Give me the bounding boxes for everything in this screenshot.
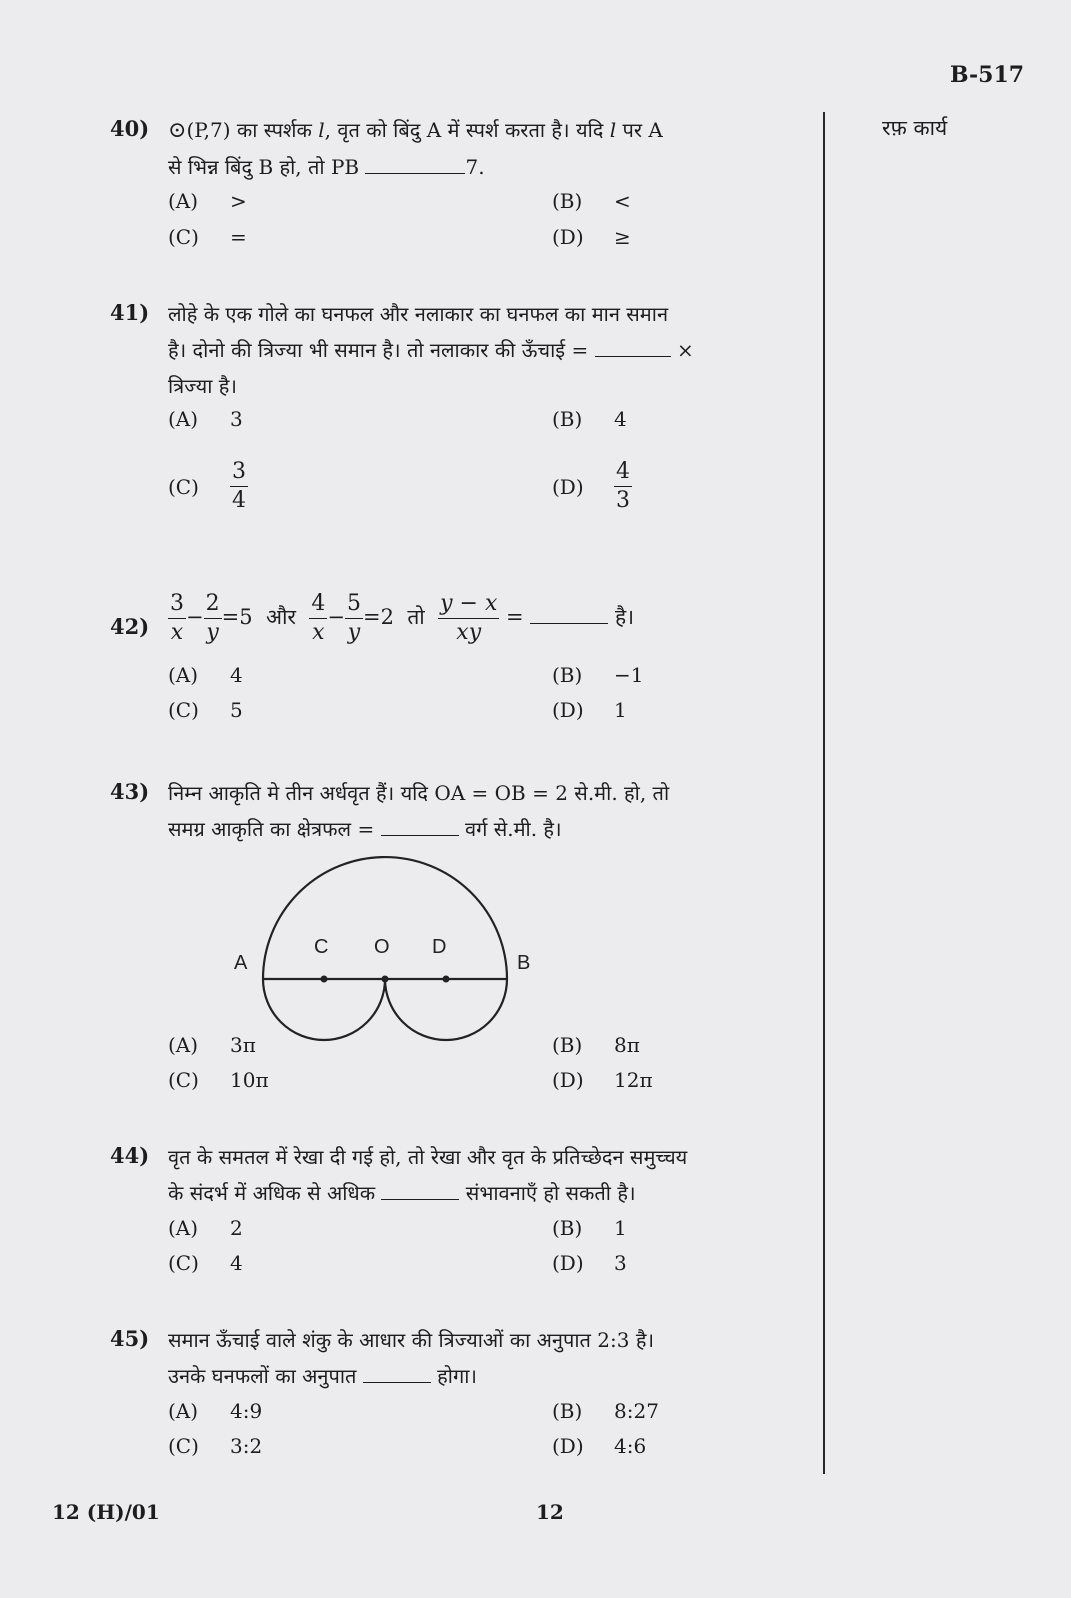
equals-5: =5 [221, 605, 253, 629]
q41-number: 41) [110, 300, 150, 325]
option-label: (C) [168, 1434, 199, 1458]
q43-option-d [552, 1068, 653, 1092]
option-label: (D) [552, 225, 584, 249]
footer-code: 12 (H)/01 [52, 1500, 160, 1524]
rough-work-label: रफ़ कार्य [882, 116, 948, 140]
q42-number: 42) [110, 614, 150, 639]
fraction-numerator: 5 [345, 590, 363, 619]
q43-text [168, 775, 818, 847]
option-label: (D) [552, 1434, 584, 1458]
fraction-denominator: 4 [232, 488, 246, 513]
q43-option-a [168, 1033, 256, 1057]
q43-blank [381, 817, 459, 836]
q42-and: और [265, 605, 297, 629]
fraction [204, 590, 222, 647]
q41-line3: त्रिज्या है। [168, 374, 237, 398]
q40-number: 40) [110, 116, 150, 141]
q40-part3: पर A [616, 118, 663, 142]
q45-line2b: होगा। [437, 1364, 477, 1388]
q40-part1: (P,7) का स्पर्शक [186, 118, 319, 142]
option-label: (C) [168, 474, 199, 499]
minus-sign: − [327, 605, 345, 629]
option-value: 3 [614, 1251, 627, 1275]
option-value: 1 [614, 698, 627, 722]
q41-fraction-3-4 [230, 458, 248, 515]
q42-is: है। [615, 605, 635, 629]
option-label: (D) [552, 1251, 584, 1275]
q40-tangent-l: l [318, 118, 325, 142]
q42-option-a [168, 663, 243, 687]
q40-option-c [168, 225, 247, 249]
q44-text [168, 1139, 818, 1211]
option-value: 3:2 [230, 1434, 263, 1458]
label-a: A [234, 952, 248, 974]
paper-code: B-517 [950, 62, 1025, 88]
option-value: 8π [614, 1033, 640, 1057]
q41-blank [595, 338, 671, 357]
option-value: 8:27 [614, 1399, 659, 1423]
q44-option-d [552, 1251, 627, 1275]
q41-fraction-4-3 [614, 458, 632, 515]
option-label: (C) [168, 1068, 199, 1092]
q45-blank [363, 1364, 431, 1383]
q43-line2b: वर्ग से.मी. है। [464, 817, 562, 841]
q45-option-c [168, 1434, 262, 1458]
q45-option-a [168, 1399, 262, 1423]
q44-option-b [552, 1216, 627, 1240]
q41-option-d [552, 458, 632, 515]
q43-line2a: समग्र आकृति का क्षेत्रफल = [168, 817, 375, 841]
q42-blank [530, 605, 608, 624]
q43-line1: निम्न आकृति मे तीन अर्धवृत हैं। यदि OA = OB = 2 से.मी. हो, तो [168, 781, 670, 805]
q43-number: 43) [110, 779, 150, 804]
q44-option-c [168, 1251, 243, 1275]
option-value: > [230, 189, 247, 213]
option-label: (A) [168, 407, 199, 431]
fraction-denominator: y [206, 620, 219, 645]
q44-line2b: संभावनाएँ हो सकती है। [465, 1181, 636, 1205]
option-label: (C) [168, 698, 199, 722]
fraction-numerator: 4 [309, 590, 327, 619]
option-label: (B) [552, 1216, 583, 1240]
semicircle-figure [230, 845, 550, 1050]
option-value: 3 [230, 407, 243, 431]
q40-part2: , वृत को बिंदु A में स्पर्श करता है। यदि [324, 118, 610, 142]
fraction-denominator: 3 [616, 488, 630, 513]
q40-text [168, 112, 818, 185]
option-label: (A) [168, 1399, 199, 1423]
option-value: 4 [230, 663, 243, 687]
q40-line1 [168, 112, 818, 149]
option-label: (B) [552, 407, 583, 431]
small-semicircle-ob [385, 979, 507, 1040]
fraction-denominator: x [312, 620, 325, 645]
equals-2: =2 [362, 605, 394, 629]
q45-option-b [552, 1399, 659, 1423]
option-value: 12π [614, 1068, 653, 1092]
q41-option-b [552, 407, 627, 431]
option-label: (B) [552, 1399, 583, 1423]
option-value: −1 [614, 663, 644, 687]
fraction-numerator: 3 [230, 458, 248, 487]
label-d: D [432, 936, 447, 958]
option-label: (D) [552, 698, 584, 722]
rough-work-divider [823, 112, 825, 1474]
q40-after-blank: 7. [465, 155, 485, 179]
option-value: 3π [230, 1033, 256, 1057]
q44-line1: वृत के समतल में रेखा दी गई हो, तो रेखा और वृत के प्रतिच्छेदन समुच्चय [168, 1145, 688, 1169]
option-value: 4:9 [230, 1399, 263, 1423]
label-o: O [374, 936, 390, 958]
q42-option-c [168, 698, 243, 722]
fraction-numerator: y − x [438, 590, 499, 619]
option-label: (D) [552, 1068, 584, 1092]
fraction [345, 590, 363, 647]
option-label: (B) [552, 663, 583, 687]
page-number: 12 [536, 1500, 564, 1524]
q44-blank [381, 1181, 459, 1200]
option-label: (A) [168, 1216, 199, 1240]
q43-line2 [168, 811, 818, 847]
option-label: (A) [168, 663, 199, 687]
option-value: 5 [230, 698, 243, 722]
q41-line2 [168, 332, 818, 368]
q40-option-d [552, 225, 631, 249]
q45-text [168, 1322, 818, 1394]
q45-line2a: उनके घनफलों का अनुपात [168, 1364, 357, 1388]
label-c: C [314, 936, 329, 958]
q42-equation [168, 590, 634, 647]
option-value: 4 [230, 1251, 243, 1275]
q40-option-b [552, 189, 631, 213]
q41-line2-text: है। दोनो की त्रिज्या भी समान है। तो नलाकार की ऊँचाई = [168, 338, 589, 362]
option-value: 4 [614, 407, 627, 431]
fraction-numerator: 3 [168, 590, 186, 619]
q44-number: 44) [110, 1143, 150, 1168]
q44-line2a: के संदर्भ में अधिक से अधिक [168, 1181, 376, 1205]
option-value: ≥ [614, 225, 631, 249]
option-label: (C) [168, 225, 199, 249]
q45-number: 45) [110, 1326, 150, 1351]
q40-line2-text: से भिन्न बिंदु B हो, तो PB [168, 155, 360, 179]
q40-option-a [168, 189, 247, 213]
option-value: 2 [230, 1216, 243, 1240]
option-label: (D) [552, 474, 584, 499]
q45-option-d [552, 1434, 646, 1458]
circle-symbol-icon: ⊙ [168, 118, 187, 143]
fraction [309, 590, 327, 647]
point-d [443, 976, 450, 983]
q40-tangent-l2: l [609, 118, 617, 142]
q41-text [168, 296, 818, 404]
q42-option-b [552, 663, 643, 687]
q42-option-d [552, 698, 627, 722]
fraction-denominator: x [170, 620, 184, 645]
option-label: (B) [552, 1033, 583, 1057]
q40-line2 [168, 149, 818, 185]
fraction [168, 590, 186, 647]
q45-line1: समान ऊँचाई वाले शंकु के आधार की त्रिज्याओं का अनुपात 2:3 है। [168, 1328, 655, 1352]
option-value: < [614, 189, 631, 213]
q41-line1: लोहे के एक गोले का घनफल और नलाकार का घनफल का मान समान [168, 302, 669, 326]
option-value: 10π [230, 1068, 269, 1092]
option-value: 4:6 [614, 1434, 647, 1458]
fraction-numerator: 2 [204, 590, 222, 619]
q45-line2 [168, 1358, 818, 1394]
equals-sign: = [506, 605, 524, 629]
option-value: = [230, 225, 247, 249]
fraction-denominator: xy [456, 620, 482, 645]
option-label: (A) [168, 189, 199, 213]
q41-option-a [168, 407, 243, 431]
option-label: (A) [168, 1033, 199, 1057]
fraction [438, 590, 499, 647]
fraction-numerator: 4 [614, 458, 632, 487]
fraction-denominator: y [347, 620, 361, 645]
option-label: (C) [168, 1251, 199, 1275]
point-o [382, 976, 389, 983]
q44-line2 [168, 1175, 818, 1211]
q41-times: × [676, 338, 694, 362]
option-label: (B) [552, 189, 583, 213]
q43-option-b [552, 1033, 640, 1057]
q42-then: तो [407, 605, 425, 629]
label-b: B [517, 952, 531, 974]
large-semicircle [263, 857, 507, 979]
q43-option-c [168, 1068, 269, 1092]
point-c [321, 976, 328, 983]
q44-option-a [168, 1216, 243, 1240]
q40-blank [365, 155, 465, 174]
option-value: 1 [614, 1216, 627, 1240]
minus-sign: − [186, 605, 204, 629]
small-semicircle-ao [263, 979, 385, 1040]
q41-option-c [168, 458, 248, 515]
